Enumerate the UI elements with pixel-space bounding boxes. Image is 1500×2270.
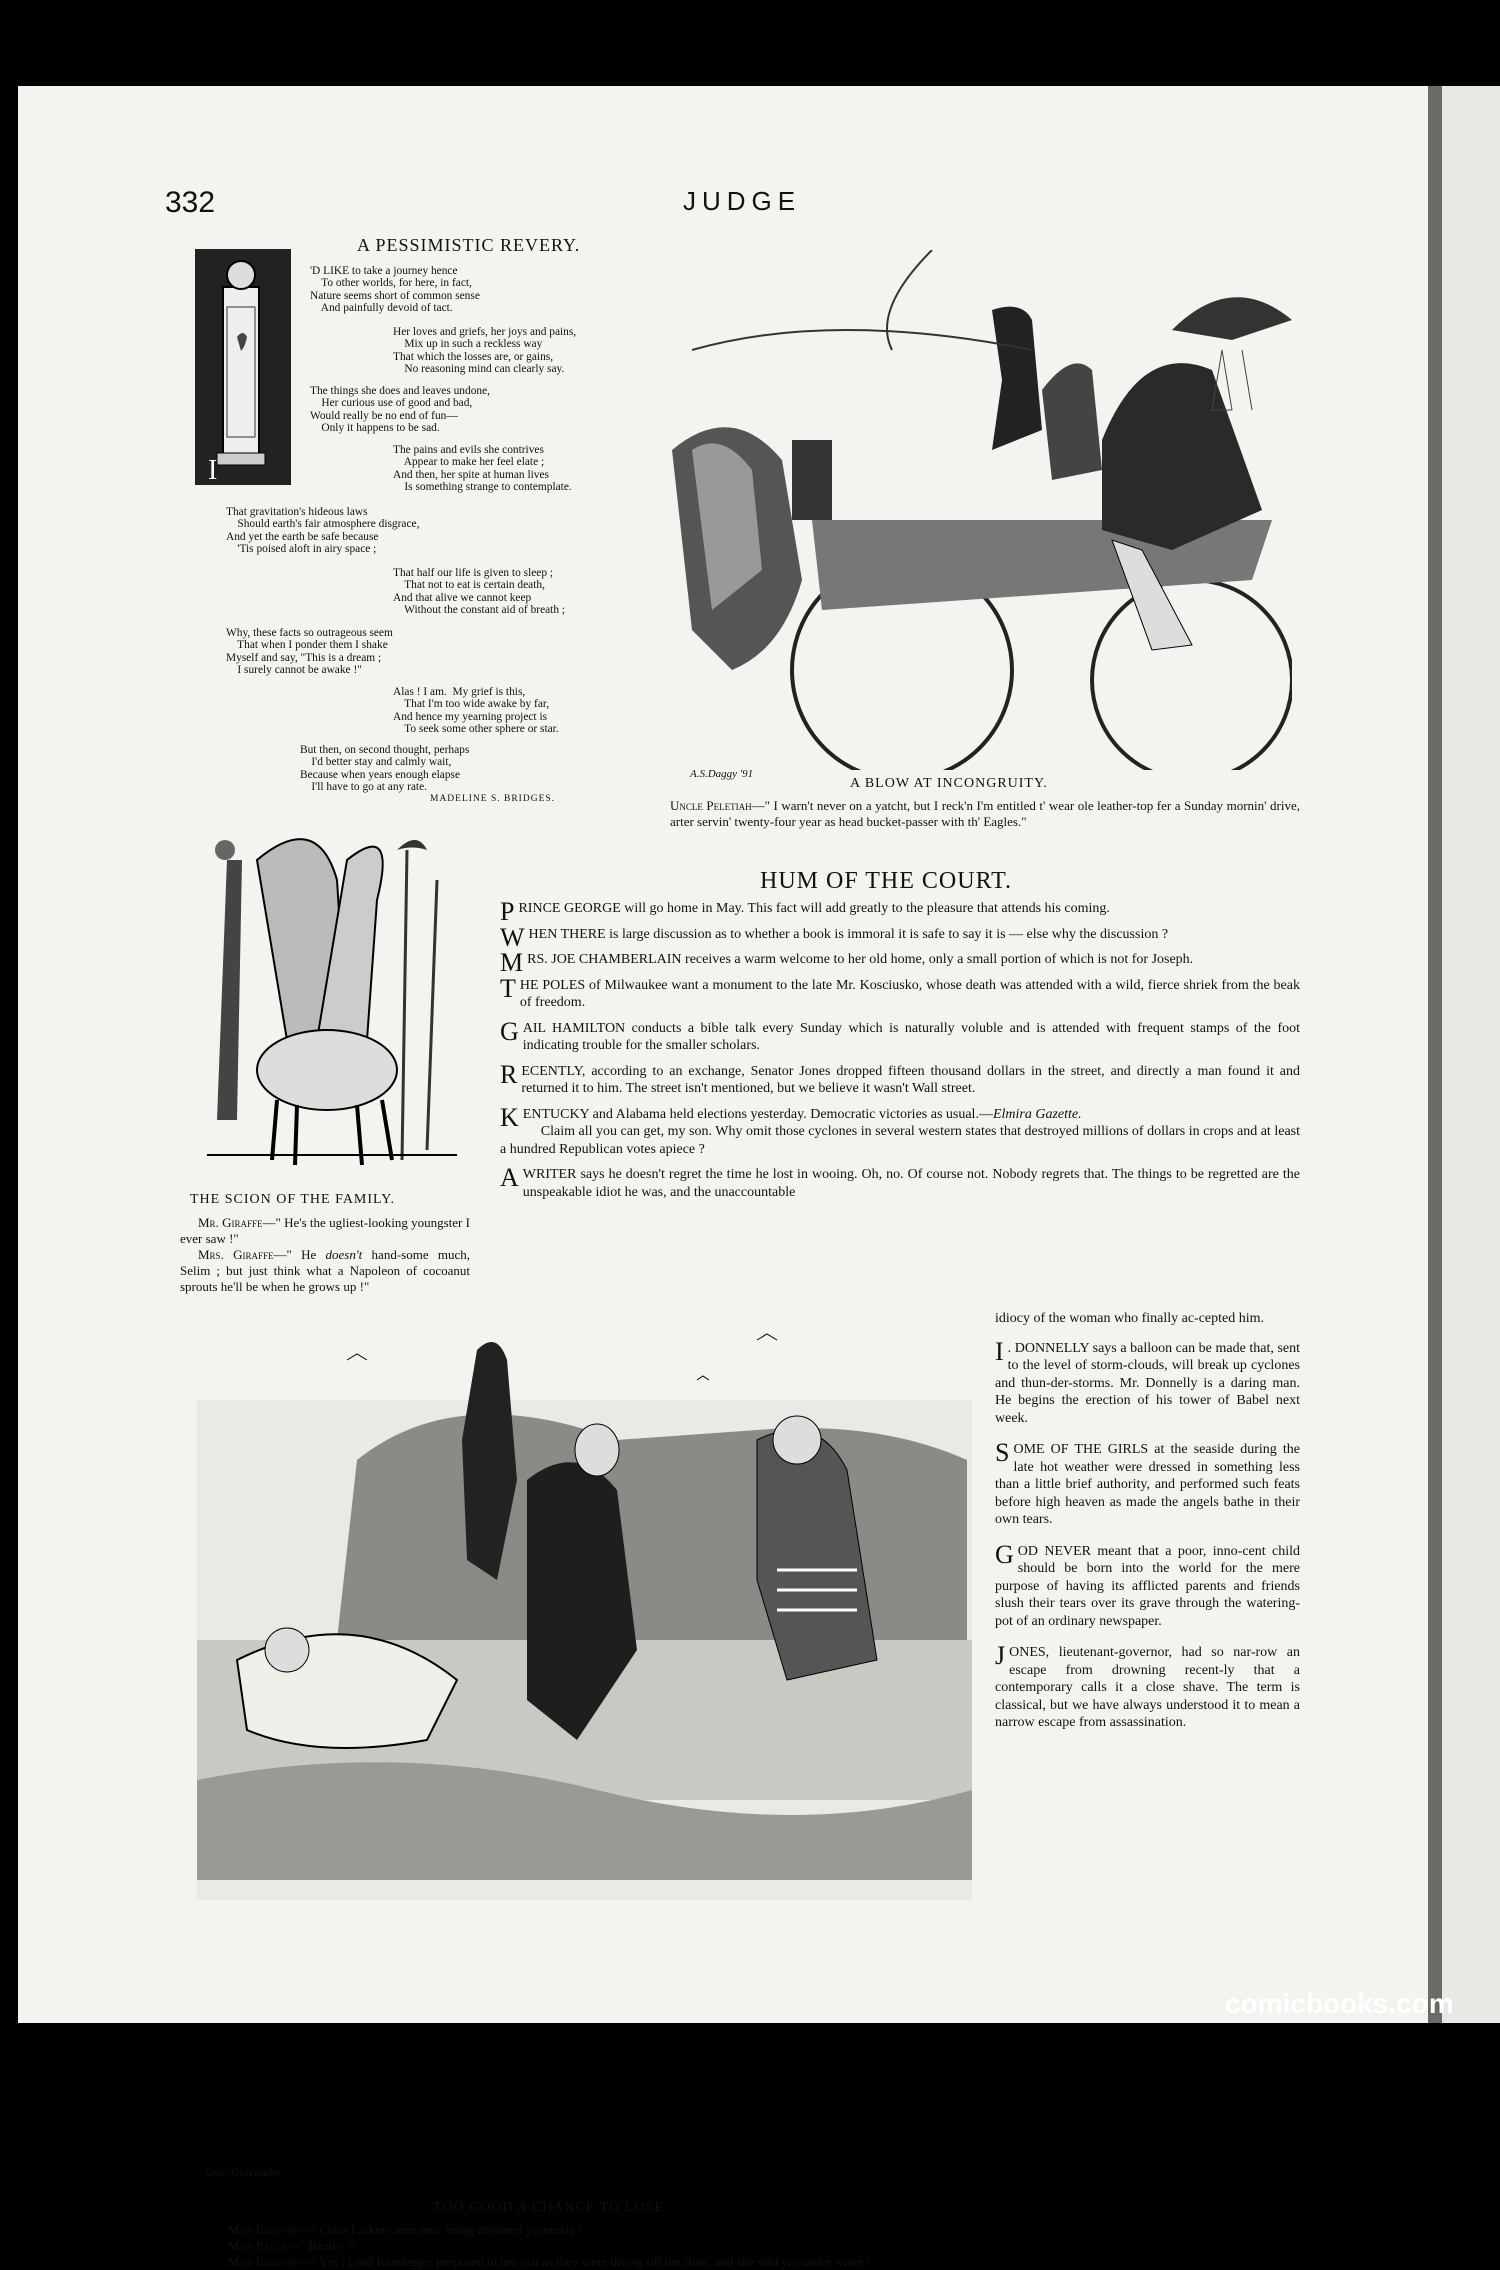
drop-cap: A xyxy=(500,1163,519,1192)
hum-reply: Claim all you can get, my son. Why omit those cyclones in several western states that destroyed millions of dollars in crops and at least a hundred Republican votes apiece ? xyxy=(500,1124,1300,1157)
poem-stanza: The things she does and leaves undone, Her curious use of good and bad, Would really be no end of fun— Only it happens to be sad. xyxy=(310,385,490,435)
hum-item xyxy=(500,922,1300,952)
hum-lead: OD NEVER xyxy=(1017,1543,1092,1559)
beach-signature: Geo. Gutcombe xyxy=(205,2165,281,2179)
watermark: comicbooks.com xyxy=(1225,1988,1454,2019)
giraffe-caption xyxy=(180,1215,470,1295)
hum-lead: AIL HAMILTON xyxy=(522,1020,626,1036)
caption-text: hand-some much, Selim ; but just think what a Napoleon of cocoanut sprouts he'll be when he grows up !" xyxy=(180,1247,470,1294)
drop-cap: G xyxy=(500,1016,519,1046)
hum-item xyxy=(500,1059,1300,1098)
page-number: 332 xyxy=(165,186,216,219)
caption-text: —" Clara Larker came near being drowned yesterday." xyxy=(297,2222,584,2237)
poem-stanza: 'D LIKE to take a journey hence To other worlds, for here, in fact, Nature seems short of common sense And painfully devoid of tact. xyxy=(310,265,480,315)
drop-cap: K xyxy=(500,1102,519,1132)
carriage-signature: A.S.Daggy '91 xyxy=(690,768,754,780)
hum-lead: HEN THERE xyxy=(528,926,606,942)
hum-lead: HE POLES xyxy=(519,977,586,993)
hum-items xyxy=(500,897,1300,1209)
hum-text: at the seaside during the late hot weather were dressed in something less than a little brief authority, and performed such feats before high heaven as made the angels bathe in their own tears. xyxy=(995,1442,1301,1527)
drop-cap: S xyxy=(995,1438,1010,1467)
giraffe-caption-title: THE SCION OF THE FAMILY. xyxy=(190,1192,396,1207)
poem-stanza: That gravitation's hideous laws Should earth's fair atmosphere disgrace, And yet the earth be safe because 'Tis poised aloft in airy space ; xyxy=(226,506,420,556)
hum-lead: OME OF THE GIRLS xyxy=(1013,1442,1149,1457)
caption-emphasis: doesn't xyxy=(325,1247,363,1262)
hum-item xyxy=(500,1163,1300,1201)
poem-title: A PESSIMISTIC REVERY. xyxy=(357,235,581,255)
hum-text: of Milwaukee want a monument to the late Mr. Kosciusko, whose death was attended with a wild, fierce shriek from the beak of freedom. xyxy=(519,977,1300,1010)
drop-cap: M xyxy=(500,948,524,977)
hum-text: will go home in May. This fact will add greatly to the pleasure that attends his coming. xyxy=(620,901,1110,916)
caption-text: —" He's the ugliest-looking youngster I ever saw !" xyxy=(180,1215,470,1246)
beach-caption xyxy=(210,2222,980,2270)
hum-item xyxy=(995,1336,1300,1428)
svg-text:I: I xyxy=(208,455,218,486)
drop-cap: G xyxy=(995,1539,1014,1569)
clock-pillar-illustration xyxy=(193,247,293,487)
poem-stanza: Why, these facts so outrageous seem That when I ponder them I shake Myself and say, "This is a dream ; I surely cannot be awake !" xyxy=(226,627,393,677)
carriage-caption-title: A BLOW AT INCONGRUITY. xyxy=(850,776,1048,791)
hum-lead: RS. JOE CHAMBERLAIN xyxy=(527,952,682,967)
hum-text: meant that a poor, inno-cent child should be born into the world for the mere purpose of having its afflicted parents and friends slush their tears over its grave through the watering-pot of an ordinary newspaper. xyxy=(995,1543,1300,1629)
hum-item xyxy=(500,948,1300,977)
hum-column xyxy=(995,1310,1300,1740)
hum-continuation: idiocy of the woman who finally ac-cepted him. xyxy=(995,1311,1265,1326)
poem-stanza: Alas ! I am. My grief is this, That I'm too wide awake by far, And hence my yearning project is To seek some other sphere or star. xyxy=(393,686,559,736)
caption-speaker: Miss Erneste xyxy=(228,2222,298,2237)
hum-text: receives a warm welcome to her old home, only a small portion of which is not for Joseph. xyxy=(681,952,1194,967)
hum-item xyxy=(995,1438,1301,1529)
hum-title: HUM OF THE COURT. xyxy=(760,868,1013,894)
hum-source: Elmira Gazette. xyxy=(992,1106,1082,1122)
hum-item xyxy=(995,1539,1300,1631)
drop-cap: T xyxy=(500,973,516,1003)
caption-text: —" Yes ; Lord Randegger proposed to her just as they were diving off the float, and she said yes under water." xyxy=(297,2254,872,2269)
caption-speaker: Miss Erneste xyxy=(228,2254,298,2269)
caption-speaker: Uncle Peletiah xyxy=(670,798,752,813)
caption-speaker: Mrs. Giraffe xyxy=(198,1247,274,1262)
giraffe-cartoon xyxy=(197,820,467,1180)
beach-cartoon xyxy=(197,1320,972,2190)
hum-lead: . DONNELLY xyxy=(1007,1340,1090,1356)
caption-text: —" He xyxy=(273,1247,326,1262)
hum-text: according to an exchange, Senator Jones dropped fifteen thousand dollars in the street, and directly a man found it and returned it to him. The street isn't mentioned, but we believe it wasn't Wall street. xyxy=(521,1063,1300,1096)
hum-text: and Alabama held elections yesterday. Democratic victories as usual.— xyxy=(589,1106,993,1122)
poem-author: MADELINE S. BRIDGES. xyxy=(430,794,556,804)
caption-text: —" Really ?" xyxy=(287,2238,357,2253)
poem-stanza: Her loves and griefs, her joys and pains, Mix up in such a reckless way That which the losses are, or gains, No reasoning mind can clearly say. xyxy=(393,326,577,376)
caption-speaker: Miss Paule xyxy=(228,2238,288,2253)
hum-item xyxy=(500,1102,1300,1159)
caption-text: —" I warn't never on a yatcht, but I reck'n I'm entitled t' wear ole leather-top fer a Sunday mornin' drive, arter servin' twenty-four year as head bucket-passer with th' Eagles." xyxy=(670,798,1300,829)
hum-lead: ECENTLY, xyxy=(521,1063,586,1079)
hum-item xyxy=(500,1016,1300,1055)
hum-lead: ONES, xyxy=(1009,1645,1050,1660)
hum-item xyxy=(995,1641,1300,1732)
hum-lead: RINCE GEORGE xyxy=(518,901,621,916)
masthead: JUDGE xyxy=(683,186,802,216)
poem-stanza: That half our life is given to sleep ; That not to eat is certain death, And that alive we cannot keep Without the constant aid of breath ; xyxy=(393,567,566,617)
hum-text: lieutenant-governor, had so nar-row an escape from drowning recent-ly that a contemporary calls it a close shave. The term is classical, but we have always understood it to mean a narrow escape from assassination. xyxy=(995,1645,1300,1730)
hum-lead: WRITER xyxy=(522,1167,577,1182)
adjacent-page-strip xyxy=(1442,86,1500,2023)
poem-stanza: The pains and evils she contrives Appear to make her feel elate ; And then, her spite at human lives Is something strange to contemplate. xyxy=(393,444,572,494)
page-gutter-shadow xyxy=(1428,86,1442,2023)
drop-cap: J xyxy=(995,1641,1006,1670)
hum-text: says a balloon can be made that, sent to the level of storm-clouds, will break up cyclones and thun-der-storms. Mr. Donnelly is a daring man. He begins the erection of his tower of Babel next week. xyxy=(995,1340,1300,1426)
hum-item xyxy=(500,973,1300,1012)
caption-speaker: Mr. Giraffe xyxy=(198,1215,263,1230)
drop-cap: I xyxy=(995,1336,1004,1366)
hum-text: says he doesn't regret the time he lost in wooing. Oh, no. Of course not. Nobody regrets that. The things to be regretted are the unspeakable idiot he was, and the unaccountable xyxy=(522,1167,1300,1200)
carriage-cartoon xyxy=(672,250,1292,770)
drop-cap: W xyxy=(500,922,525,952)
beach-caption-title: TOO GOOD A CHANCE TO LOSE. xyxy=(433,2200,669,2215)
hum-text: is large discussion as to whether a book is immoral it is safe to say it is — else why the discussion ? xyxy=(605,926,1169,942)
drop-cap: P xyxy=(500,897,515,926)
poem-stanza: But then, on second thought, perhaps I'd better stay and calmly wait, Because when years enough elapse I'll have to go at any rate. xyxy=(300,744,470,794)
hum-item xyxy=(500,897,1300,926)
hum-lead: ENTUCKY xyxy=(522,1106,590,1122)
hum-text: conducts a bible talk every Sunday which is naturally voluble and is attended with frequent stamps of the foot indicating trouble for the smaller scholars. xyxy=(522,1020,1300,1053)
drop-cap: R xyxy=(500,1059,518,1089)
carriage-caption xyxy=(670,798,1300,830)
